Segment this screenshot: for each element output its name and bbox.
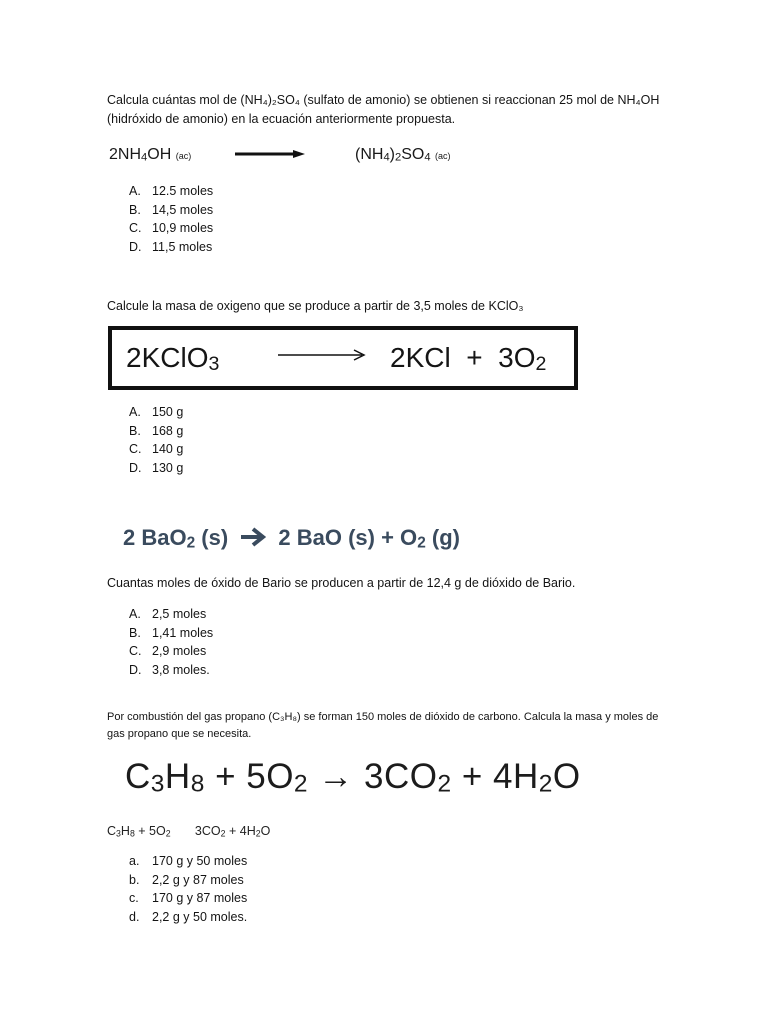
option: C. 140 g <box>129 442 184 456</box>
option: A. 12.5 moles <box>129 184 214 198</box>
equation-3 <box>123 523 460 551</box>
option: c. 170 g y 87 moles <box>129 891 248 905</box>
question-2-text: Calcule la masa de oxigeno que se produce a partir de 3,5 moles de KClO₃ <box>107 299 524 313</box>
option: D. 130 g <box>129 460 184 475</box>
equation-3-products: 2 BaO $(s) + O_2$ (g) <box>278 525 460 552</box>
equation-4: $C_3H_8 + 5O_2 \to 3CO_2 + 4H_2O$ <box>125 757 581 798</box>
option: d. 2,2 g y 50 moles. <box>129 909 248 924</box>
equation-2-box <box>108 326 578 390</box>
reaction-arrow-icon <box>278 349 366 361</box>
option: B. 1,41 moles <box>129 625 214 640</box>
question-3-options <box>129 605 213 679</box>
question-1-options <box>129 182 213 256</box>
equation-4-inline: $C_3H_8 + 5O_2$ $3CO_2 + 4H_2O$ <box>107 824 271 839</box>
equation-2-reactant: 2KClO$_3$ <box>126 342 220 375</box>
equation-1 <box>109 144 509 170</box>
option: A. 2,5 moles <box>129 607 207 621</box>
equation-1-reactant: $2NH_4OH$ (ac) <box>109 146 192 164</box>
question-4-text: Por combustión del gas propano (C₃H₈) se forman 150 moles de dióxido de carbono. Calcula la masa y moles de gas propano que se necesita. <box>107 711 659 740</box>
option: b. 2,2 g y 87 moles <box>129 872 244 887</box>
option: C. 10,9 moles <box>129 221 214 235</box>
option: a. 170 g y 50 moles <box>129 854 248 868</box>
option: D. 11,5 moles <box>129 239 213 254</box>
option: A. 150 g <box>129 405 184 419</box>
option: B. 14,5 moles <box>129 202 214 217</box>
equation-1-product: $(NH_4)_2SO_4$ (ac) <box>355 146 451 164</box>
question-2-options <box>129 403 183 477</box>
reaction-arrow-icon <box>235 149 305 159</box>
equation-3-reactant: 2 BaO$_2$ (s) <box>123 525 229 552</box>
option: D. 3,8 moles. <box>129 662 210 677</box>
reaction-arrow-icon <box>240 526 266 548</box>
question-3-text: Cuantas moles de óxido de Bario se producen a partir de 12,4 g de dióxido de Bario. <box>107 576 576 590</box>
option: C. 2,9 moles <box>129 644 207 658</box>
equation-2-products: $2KCl + 3O_2$ <box>390 342 547 375</box>
question-1-text: Calcula cuántas mol de (NH₄)₂SO₄ (sulfato de amonio) se obtienen si reaccionan 25 mol de NH₄OH (hidróxido de amonio) en la ecuación anteriormente propuesta. <box>107 93 660 126</box>
option: B. 168 g <box>129 423 184 438</box>
question-4-options <box>129 852 247 926</box>
